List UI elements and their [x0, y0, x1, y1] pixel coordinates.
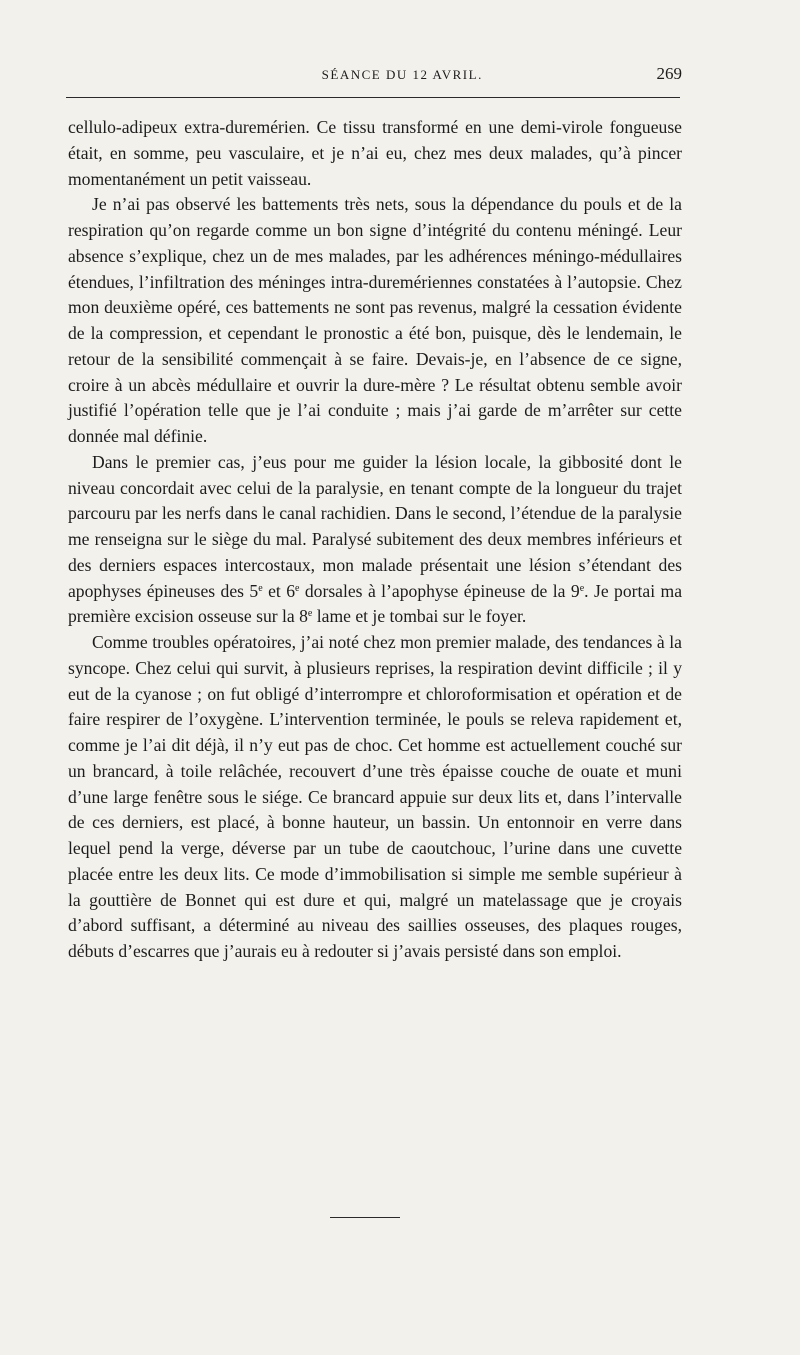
paragraph-text: Comme troubles opératoires, j’ai noté chez mon premier malade, des tendances à la syncope. Chez celui qui survit, à plusieurs reprises, la respiration devint difficile ; il y eut de la cyanose ; on fut obligé d’interrompre et chloroformisation et opération et de faire respirer de l’oxygène. L’intervention terminée, le pouls se releva rapidement et, comme je l’ai dit déjà, il n’y eut pas de choc. Cet homme est actuellement couché sur un brancard, à toile relâchée, recouvert d’une très épaisse couche de ouate et muni d’une large fenêtre sous le siége. Ce brancard appuie sur deux lits et, dans l’intervalle de ces derniers, est placé, à bonne hauteur, un bassin. Un entonnoir en verre dans lequel pend la verge, déverse par un tube de caoutchouc, l’urine dans une cuvette placée entre les deux lits. Ce mode d’immobilisation si simple me semble supérieur à la gouttière de Bonnet qui est dure et qui, malgré un matelassage que je croyais d’abord suffisant, a déterminé au niveau des saillies osseuses, des plaques rouges, débuts d’escarres que j’aurais eu à redouter si j’avais persisté dans son emploi.	[68, 632, 682, 961]
superscript: e	[295, 582, 300, 594]
paragraph-text: Je n’ai pas observé les battements très nets, sous la dépendance du pouls et de la respiration qu’on regarde comme un bon signe d’intégrité du contenu méningé. Leur absence s’explique, chez un de mes malades, par les adhérences méningo-médullaires étendues, l’infiltration des méninges intra-duremériennes constatées à l’autopsie. Chez mon deuxième opéré, ces battements ne sont pas revenus, malgré la cessation évidente de la compression, et cependant le pronostic a été bon, puisque, dès le lendemain, le retour de la sensibilité commençait à se faire. Devais-je, en l’absence de ce signe, croire à un abcès médullaire et ouvrir la dure-mère ? Le résultat obtenu semble avoir justifié l’opération telle que je l’ai conduite ; mais j’ai garde de m’arrêter sur cette donnée mal définie.	[68, 194, 682, 446]
paragraph-text: . Je portai ma première excision osseuse sur la 8	[68, 580, 682, 627]
superscript: e	[579, 582, 585, 594]
paragraph-battements	[68, 192, 682, 450]
paragraph-text: et 6	[262, 580, 295, 601]
paragraph-text: lame et je tombai sur le foyer.	[312, 606, 527, 627]
running-header	[68, 64, 682, 86]
paragraph-troubles	[68, 630, 682, 965]
paragraph-premier-cas	[68, 450, 682, 630]
superscript: e	[258, 582, 263, 594]
closing-rule	[330, 1217, 400, 1218]
header-rule	[66, 97, 680, 98]
body-text	[68, 115, 682, 965]
paragraph-text: dorsales à l’apophyse épineuse de la 9	[299, 580, 580, 601]
paragraph-continuation	[68, 115, 682, 192]
running-title: SÉANCE DU 12 AVRIL.	[321, 67, 483, 82]
paragraph-text: cellulo-adipeux extra-duremérien. Ce tissu transformé en une demi-virole fongueuse était, en somme, peu vasculaire, et je n’ai eu, chez mes deux malades, qu’à pincer momentanément un petit vaisseau.	[68, 117, 682, 189]
page-number: 269	[656, 64, 682, 83]
superscript: e	[307, 608, 313, 620]
paragraph-text: Dans le premier cas, j’eus pour me guider la lésion locale, la gibbosité dont le niveau concordait avec celui de la paralysie, en tenant compte de la longueur du trajet parcouru par les nerfs dans le canal rachidien. Dans le second, l’étendue de la paralysie me renseigna sur le siège du mal. Paralysé subitement des deux membres inférieurs et des derniers espaces intercostaux, mon malade présentait une lésion s’étendant des apophyses épineuses des 5	[68, 451, 682, 601]
